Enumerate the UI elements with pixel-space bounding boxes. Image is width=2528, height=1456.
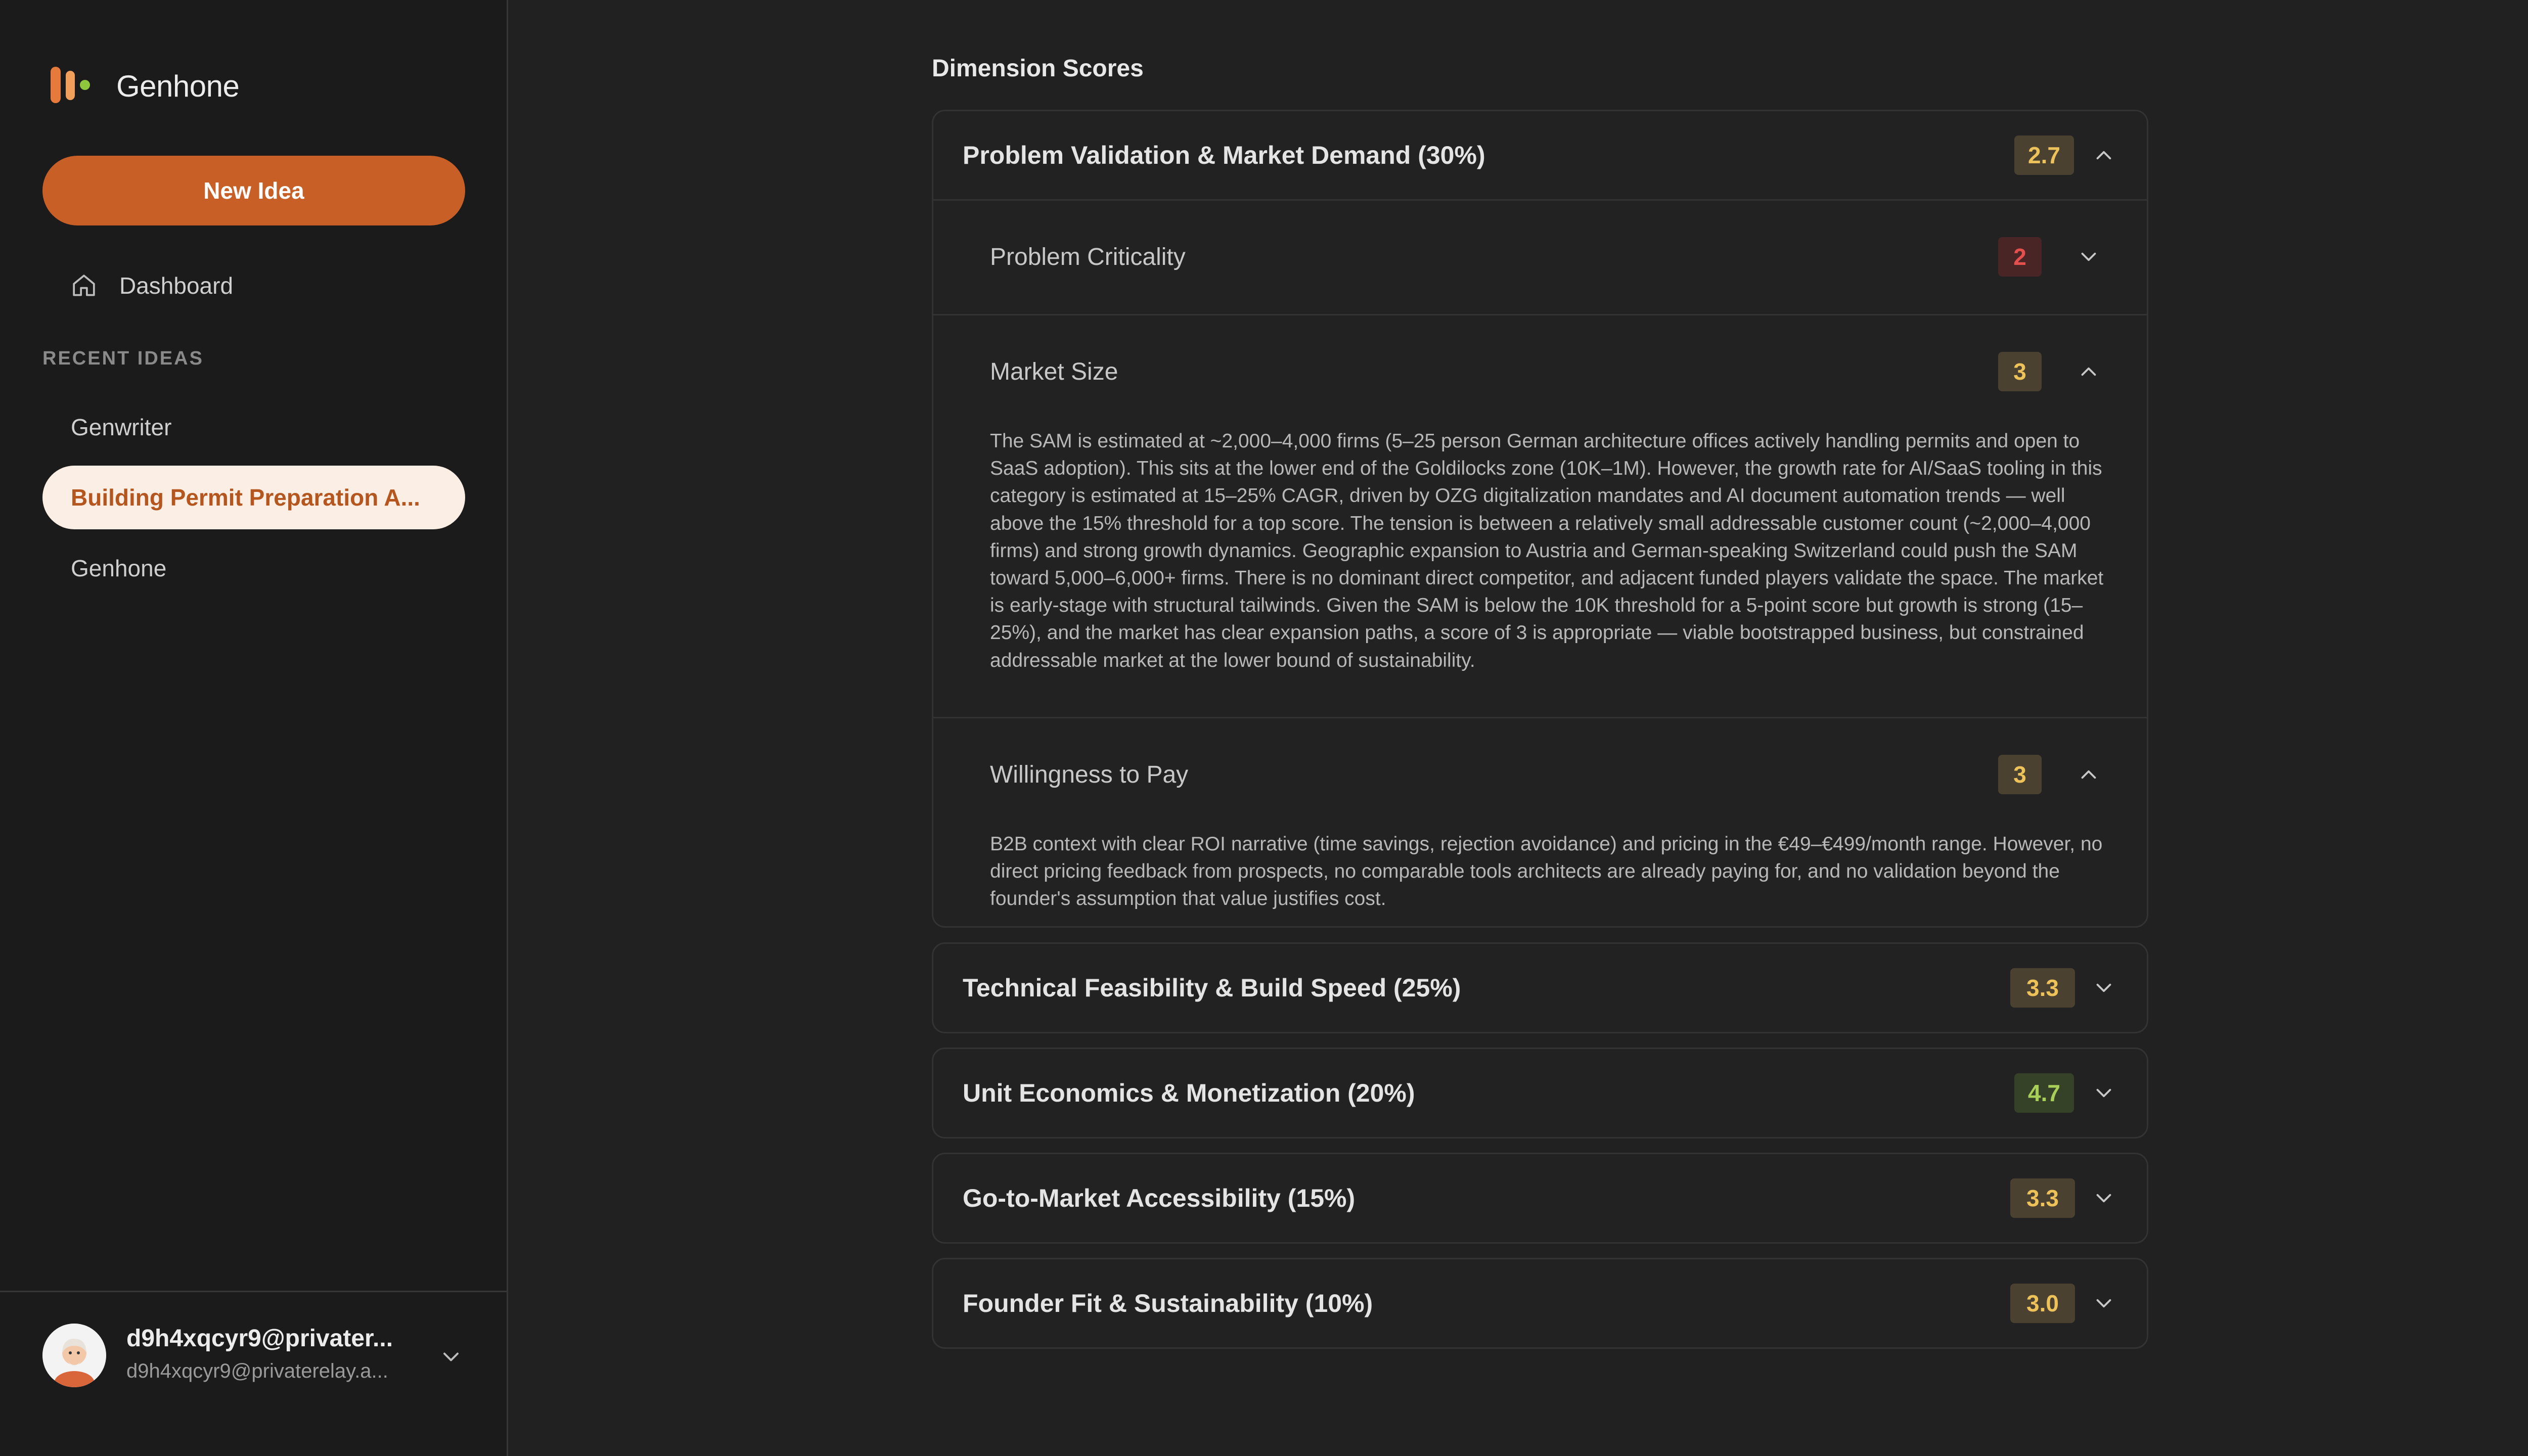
user-email: d9h4xqcyr9@privaterelay.a... [126, 1360, 388, 1382]
chevron-down-icon[interactable] [2091, 1186, 2116, 1211]
home-icon [70, 271, 98, 300]
chevron-down-icon[interactable] [2076, 244, 2101, 269]
dimension-title: Go-to-Market Accessibility (15%) [963, 1184, 1356, 1212]
chevron-up-icon[interactable] [2076, 762, 2101, 787]
brand-name: Genhone [116, 69, 240, 103]
score-badge: 3.3 [2010, 1178, 2075, 1218]
sub-dimension-title: Willingness to Pay [990, 761, 1189, 788]
sub-dimension-title: Market Size [990, 358, 1118, 385]
score-badge: 3.3 [2010, 968, 2075, 1008]
recent-idea-item[interactable]: Genhone [71, 555, 167, 581]
dimension-title: Founder Fit & Sustainability (10%) [963, 1289, 1373, 1317]
score-badge: 2.7 [2014, 135, 2074, 175]
dimension-card-technical-feasibility[interactable] [932, 942, 2148, 1033]
sidebar-item-label: Dashboard [119, 272, 234, 299]
chevron-down-icon[interactable] [2091, 975, 2116, 1000]
chevron-down-icon[interactable] [2091, 1291, 2116, 1316]
sub-dimension-willingness-to-pay [933, 717, 2147, 925]
dimension-header[interactable] [933, 1049, 2147, 1137]
chevron-up-icon[interactable] [2091, 143, 2116, 168]
dimension-header[interactable] [933, 1154, 2147, 1242]
sidebar-item-dashboard[interactable] [70, 268, 233, 303]
dimension-card-unit-economics[interactable] [932, 1048, 2148, 1139]
recent-ideas-heading: RECENT IDEAS [42, 348, 204, 369]
score-badge: 3.0 [2010, 1284, 2075, 1323]
sub-dimension-header[interactable] [933, 201, 2147, 313]
user-name: d9h4xqcyr9@privater... [126, 1325, 393, 1352]
sub-dimension-problem-criticality [933, 199, 2147, 314]
brand[interactable] [49, 66, 239, 106]
recent-idea-item-active[interactable]: Building Permit Preparation A... [42, 466, 465, 529]
dimension-card-go-to-market[interactable] [932, 1153, 2148, 1244]
dimension-title: Technical Feasibility & Build Speed (25%) [963, 974, 1461, 1002]
sub-dimension-title: Problem Criticality [990, 243, 1186, 270]
chevron-down-icon[interactable] [438, 1344, 464, 1370]
genhone-logo-icon [49, 66, 94, 106]
dimension-header[interactable] [933, 1259, 2147, 1347]
dimension-card-founder-fit[interactable] [932, 1258, 2148, 1349]
recent-idea-item[interactable]: Genwriter [71, 414, 172, 440]
new-idea-button[interactable]: New Idea [42, 156, 465, 225]
sub-dimension-description: B2B context with clear ROI narrative (time savings, rejection avoidance) and pricing in the €49–€499/month range. However, no direct pricing feedback from prospects, no comparable tools architects are already paying for, and no validation beyond the founder's assumption that value justifies cost. [990, 833, 2103, 910]
user-menu[interactable] [0, 1291, 508, 1456]
dimension-header[interactable] [933, 944, 2147, 1032]
score-badge: 3 [1998, 755, 2042, 794]
sidebar [0, 0, 508, 1456]
score-badge: 2 [1998, 237, 2042, 277]
score-badge: 3 [1998, 352, 2042, 391]
dimension-card-problem-validation [932, 110, 2148, 928]
avatar [42, 1324, 106, 1387]
sub-dimension-description: The SAM is estimated at ~2,000–4,000 firms (5–25 person German architecture offices actively handling permits and open to SaaS adoption). This sits at the lower end of the Goldilocks zone (10K–1M). However, the growth rate for AI/SaaS tooling in this category is estimated at 15–25% CAGR, driven by OZG digitalization mandates and AI document automation trends — well above the 15% threshold for a top score. The tension is between a relatively small addressable customer count (~2,000–4,000 firms) and strong growth dynamics. Geographic expansion to Austria and German-speaking Switzerland could push the SAM toward 5,000–6,000+ firms. There is no dominant direct competitor, and adjacent funded players validate the space. The market is early-stage with structural tailwinds. Given the SAM is below the 10K threshold for a 5-point score but growth is strong (15–25%), and the market has clear expansion paths, a score of 3 is appropriate — viable bootstrapped business, but constrained addressable market at the lower bound of sustainability. [990, 430, 2104, 671]
dimension-header[interactable] [933, 111, 2147, 199]
page-title: Dimension Scores [932, 55, 1144, 82]
dimension-title: Problem Validation & Market Demand (30%) [963, 141, 1485, 169]
score-badge: 4.7 [2014, 1073, 2074, 1113]
chevron-down-icon[interactable] [2091, 1080, 2116, 1106]
chevron-up-icon[interactable] [2076, 359, 2101, 384]
sub-dimension-market-size [933, 314, 2147, 717]
sub-dimension-header[interactable] [933, 718, 2147, 831]
dimension-title: Unit Economics & Monetization (20%) [963, 1079, 1415, 1107]
sub-dimension-header[interactable] [933, 315, 2147, 428]
